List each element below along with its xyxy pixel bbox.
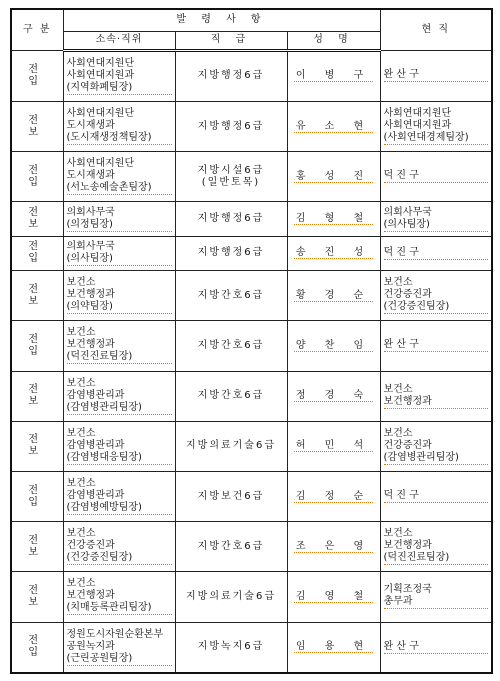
row-name-cell	[287, 50, 380, 102]
row-dept	[63, 421, 175, 471]
row-current	[380, 152, 492, 202]
row-current	[380, 522, 492, 572]
header-type: 구 분	[11, 9, 63, 50]
table-row	[11, 321, 492, 371]
dept-line: (근린공원팀장)	[67, 653, 172, 666]
row-grade: 지방의료기술6급	[175, 421, 287, 471]
current-line: 기획조정국	[383, 584, 432, 596]
row-name-cell	[287, 102, 380, 152]
dept-line: 보건행정과	[66, 590, 115, 602]
row-type: 전 보	[11, 421, 63, 471]
dept-line: 보건소	[66, 427, 96, 439]
row-type: 전 보	[11, 572, 63, 622]
current-line: 건강증진과	[383, 439, 432, 451]
row-grade: 지방간호6급	[175, 522, 287, 572]
dept-line: (감염병예방팀장)	[67, 502, 172, 515]
dept-line: 의회사무국	[66, 240, 115, 252]
row-grade: 지방행정6급	[175, 202, 287, 236]
current-line: (사회연대경제팀장)	[384, 132, 489, 145]
person-name: 김 형 철	[295, 213, 372, 225]
row-grade: 지방의료기술6급	[175, 572, 287, 622]
table-row	[11, 102, 492, 152]
row-dept	[63, 522, 175, 572]
row-current	[380, 236, 492, 270]
row-grade: 지방행정6급	[175, 102, 287, 152]
row-type: 전 보	[11, 102, 63, 152]
row-name-cell	[287, 622, 380, 673]
row-name-cell	[287, 471, 380, 521]
row-name-cell	[287, 522, 380, 572]
header-current: 현 직	[380, 9, 492, 50]
current-line: 보건소	[383, 427, 413, 439]
dept-line: 보건소	[66, 578, 96, 590]
person-name: 김 정 순	[295, 490, 372, 502]
row-grade: 지방보건6급	[175, 471, 287, 521]
row-name-cell	[287, 152, 380, 202]
row-current	[380, 271, 492, 321]
current-line: 사회연대지원단	[383, 108, 452, 120]
current-line: 보건소	[383, 383, 413, 395]
row-grade: 지방간호6급	[175, 271, 287, 321]
appointment-table	[10, 8, 493, 674]
table-row	[11, 50, 492, 102]
row-dept	[63, 321, 175, 371]
row-dept	[63, 622, 175, 673]
row-type: 전 입	[11, 152, 63, 202]
dept-line: (의사팀장)	[67, 253, 172, 266]
dept-line: 사회연대지원단	[66, 57, 135, 69]
table-row	[11, 622, 492, 673]
row-type: 전 보	[11, 371, 63, 421]
row-name-cell	[287, 202, 380, 236]
row-dept	[63, 572, 175, 622]
current-line: 의회사무국	[383, 206, 432, 218]
dept-line: 감염병관리과	[66, 439, 125, 451]
row-dept	[63, 50, 175, 102]
row-dept	[63, 236, 175, 270]
row-current	[380, 102, 492, 152]
row-current	[380, 421, 492, 471]
dept-line: 사회연대지원단	[66, 158, 135, 170]
dept-line: (도시재생정책팀장)	[67, 132, 172, 145]
row-current	[380, 202, 492, 236]
dept-line: 보건소	[66, 377, 96, 389]
table-row	[11, 471, 492, 521]
row-type: 전 입	[11, 236, 63, 270]
person-name: 허 민 석	[295, 440, 372, 452]
row-dept	[63, 271, 175, 321]
current-line: (감염병관리팀장)	[384, 452, 489, 465]
row-grade: 지방녹지6급	[175, 622, 287, 673]
dept-line: 공원녹지과	[66, 640, 115, 652]
dept-line: 의회사무국	[66, 206, 115, 218]
row-current	[380, 321, 492, 371]
header-name: 성 명	[287, 31, 380, 50]
dept-line: 도시재생과	[66, 120, 115, 132]
dept-line: 건강증진과	[66, 540, 115, 552]
current-line: (덕진진료팀장)	[384, 552, 489, 565]
table-row	[11, 371, 492, 421]
row-grade: 지방시설6급 (일반토목)	[175, 152, 287, 202]
person-name: 양 찬 임	[295, 339, 372, 351]
dept-line: 도시재생과	[66, 170, 115, 182]
dept-line: (의약팀장)	[67, 301, 172, 314]
current-line: 덕 진 구	[384, 490, 489, 503]
person-name: 임 용 현	[295, 641, 372, 653]
row-name-cell	[287, 421, 380, 471]
current-line: (의사팀장)	[384, 219, 489, 232]
person-name: 송 진 성	[295, 247, 372, 259]
current-line: 사회연대지원과	[383, 120, 452, 132]
dept-line: (서노송예술촌팀장)	[67, 182, 172, 195]
appointment-rows	[11, 50, 492, 673]
dept-line: (치매등록관리팀장)	[67, 602, 172, 615]
row-dept	[63, 102, 175, 152]
row-dept	[63, 202, 175, 236]
dept-line: 사회연대지원단	[66, 108, 135, 120]
current-line: 완 산 구	[384, 641, 489, 654]
current-line: 보건소	[383, 277, 413, 289]
row-type: 전 보	[11, 271, 63, 321]
row-dept	[63, 471, 175, 521]
dept-line: 보건소	[66, 277, 96, 289]
row-name-cell	[287, 321, 380, 371]
table-row	[11, 271, 492, 321]
header-grade: 직 급	[175, 31, 287, 50]
row-type: 전 입	[11, 321, 63, 371]
dept-line: (건강증진팀장)	[67, 552, 172, 565]
current-line: 건강증진과	[383, 289, 432, 301]
current-line: (건강증진팀장)	[384, 301, 489, 314]
current-line: 총무과	[384, 596, 489, 609]
row-type: 전 보	[11, 522, 63, 572]
row-type: 전 보	[11, 202, 63, 236]
row-current	[380, 471, 492, 521]
row-current	[380, 371, 492, 421]
dept-line: (덕진진료팀장)	[67, 351, 172, 364]
current-line: 덕 진 구	[384, 170, 489, 183]
row-name-cell	[287, 371, 380, 421]
current-line: 보건행정과	[384, 396, 489, 409]
table-row	[11, 202, 492, 236]
dept-line: 보건행정과	[66, 289, 115, 301]
dept-line: (감염병대응팀장)	[67, 452, 172, 465]
dept-line: 보건행정과	[66, 339, 115, 351]
current-line: 완 산 구	[384, 69, 489, 82]
person-name: 정 경 숙	[295, 390, 372, 402]
row-name-cell	[287, 572, 380, 622]
person-name: 홍 성 진	[295, 170, 372, 182]
dept-line: 정원도시자원순환본부	[66, 628, 164, 640]
row-type: 전 입	[11, 471, 63, 521]
row-dept	[63, 152, 175, 202]
table-row	[11, 236, 492, 270]
table-row	[11, 421, 492, 471]
row-current	[380, 622, 492, 673]
row-type: 전 입	[11, 50, 63, 102]
header-dept: 소속·직위	[63, 31, 175, 50]
row-current	[380, 572, 492, 622]
row-dept	[63, 371, 175, 421]
person-name: 김 영 철	[295, 590, 372, 602]
dept-line: 보건소	[66, 327, 96, 339]
header-group-title: 발 령 사 항	[63, 9, 380, 31]
current-line: 보건행정과	[383, 540, 432, 552]
dept-line: 사회연대지원과	[66, 69, 135, 81]
row-current	[380, 50, 492, 102]
person-name: 이 병 구	[295, 70, 372, 82]
person-name: 황 경 순	[295, 289, 372, 301]
row-grade: 지방간호6급	[175, 371, 287, 421]
dept-line: 감염병관리과	[66, 389, 125, 401]
dept-line: (감염병관리팀장)	[67, 402, 172, 415]
dept-line: 감염병관리과	[66, 490, 125, 502]
dept-line: 보건소	[66, 528, 96, 540]
dept-line: (지역화폐팀장)	[67, 82, 172, 95]
dept-line: (의정팀장)	[67, 219, 172, 232]
row-name-cell	[287, 271, 380, 321]
row-grade: 지방간호6급	[175, 321, 287, 371]
person-name: 조 은 영	[295, 540, 372, 552]
dept-line: 보건소	[66, 478, 96, 490]
current-line: 완 산 구	[384, 339, 489, 352]
row-name-cell	[287, 236, 380, 270]
current-line: 덕 진 구	[384, 247, 489, 260]
row-type: 전 입	[11, 622, 63, 673]
table-row	[11, 522, 492, 572]
row-grade: 지방행정6급	[175, 236, 287, 270]
current-line: 보건소	[383, 528, 413, 540]
person-name: 유 소 현	[295, 120, 372, 132]
table-row	[11, 572, 492, 622]
table-row	[11, 152, 492, 202]
row-grade: 지방행정6급	[175, 50, 287, 102]
